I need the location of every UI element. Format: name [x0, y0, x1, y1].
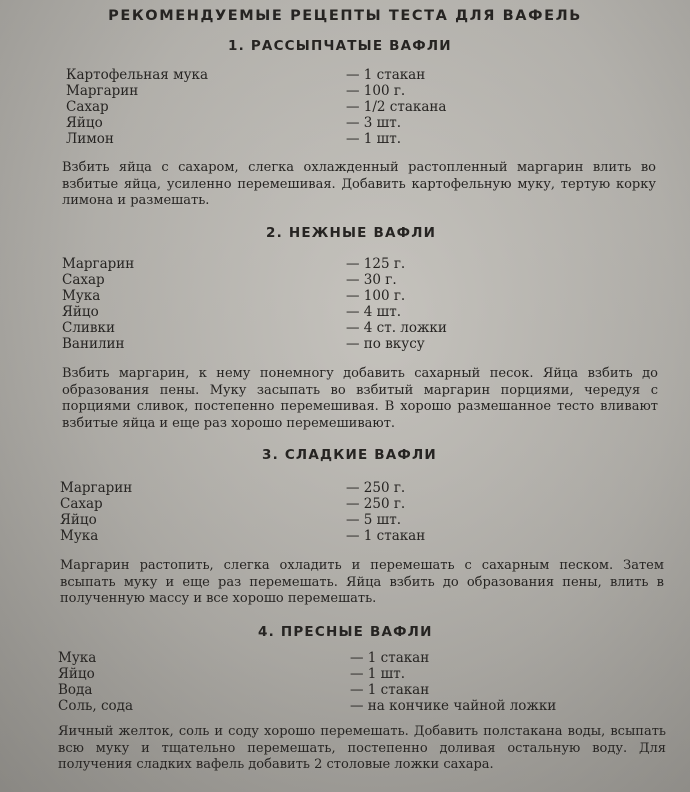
ingredient-amount: — 250 г.: [346, 496, 406, 512]
ingredient-name: Сахар: [62, 272, 105, 288]
ingredient-name: Маргарин: [62, 256, 135, 272]
ingredient-name: Сливки: [62, 320, 115, 336]
section-heading: 1. РАССЫПЧАТЫЕ ВАФЛИ: [228, 38, 452, 54]
ingredient-name: Мука: [60, 528, 99, 544]
ingredient-name: Яйцо: [66, 115, 103, 131]
ingredient-name: Мука: [58, 650, 97, 666]
ingredient-amount: — 250 г.: [346, 480, 406, 496]
ingredient-amount: — 100 г.: [346, 288, 406, 304]
ingredient-amount: — 1/2 стакана: [346, 99, 447, 115]
ingredient-name: Вода: [58, 682, 93, 698]
ingredient-amount: — 4 ст. ложки: [346, 320, 447, 336]
ingredient-name: Яйцо: [58, 666, 95, 682]
ingredient-row: [60, 528, 480, 544]
ingredient-amount: — 1 стакан: [346, 67, 426, 83]
ingredient-row: [66, 115, 486, 131]
ingredient-row: [60, 480, 480, 496]
ingredient-row: [66, 83, 486, 99]
section-heading: 3. СЛАДКИЕ ВАФЛИ: [262, 447, 437, 463]
ingredient-row: [66, 131, 486, 147]
ingredient-amount: — 4 шт.: [346, 304, 401, 320]
ingredient-row: [58, 698, 557, 714]
method-text: Маргарин растопить, слегка охладить и перемешать с сахарным песком. Затем всыпать муку и еще раз перемешать. Яйца взбить до образования пены, влить в полученную массу и все хорошо перемешать.: [60, 558, 664, 606]
ingredient-amount: — на кончике чайной ложки: [350, 698, 557, 714]
ingredient-row: [62, 256, 482, 272]
ingredient-amount: — 125 г.: [346, 256, 406, 272]
ingredient-amount: — 1 стакан: [350, 682, 430, 698]
ingredient-amount: — 1 шт.: [350, 666, 405, 682]
ingredient-row: [62, 288, 482, 304]
ingredient-name: Соль, сода: [58, 698, 134, 714]
ingredient-amount: — 1 шт.: [346, 131, 401, 147]
ingredient-row: [66, 67, 486, 83]
section-heading: 2. НЕЖНЫЕ ВАФЛИ: [266, 225, 437, 241]
section-heading: 4. ПРЕСНЫЕ ВАФЛИ: [258, 624, 433, 640]
ingredient-name: Лимон: [66, 131, 114, 147]
ingredient-row: [60, 496, 480, 512]
ingredient-row: [62, 272, 482, 288]
ingredient-row: [62, 304, 482, 320]
ingredient-name: Маргарин: [66, 83, 139, 99]
ingredient-amount: — 1 стакан: [346, 528, 426, 544]
ingredient-name: Сахар: [66, 99, 109, 115]
method-text: Взбить яйца с сахаром, слегка охлажденный растопленный маргарин влить во взбитые яйца, усиленно перемешивая. Добавить картофельную муку, тертую корку лимона и размешать.: [62, 160, 656, 208]
ingredient-row: [60, 512, 480, 528]
ingredient-name: Маргарин: [60, 480, 133, 496]
ingredient-row: [66, 99, 486, 115]
ingredient-row: [58, 682, 498, 698]
ingredient-amount: — 30 г.: [346, 272, 397, 288]
ingredient-name: Ванилин: [62, 336, 125, 352]
ingredient-amount: — 1 стакан: [350, 650, 430, 666]
ingredient-amount: — 5 шт.: [346, 512, 401, 528]
ingredient-name: Картофельная мука: [66, 67, 209, 83]
ingredient-name: Сахар: [60, 496, 103, 512]
method-text: Взбить маргарин, к нему понемногу добавить сахарный песок. Яйца взбить до образования пены. Муку засыпать во взбитый маргарин порциями, чередуя с порциями сливок, постепенно перемешивая. В хорошо размешанное тесто вливают взбитые яйца и еще раз хорошо перемешивают.: [62, 366, 658, 431]
method-text: Яичный желток, соль и соду хорошо перемешать. Добавить полстакана воды, всыпать всю муку и тщательно перемешать, постепенно доливая остальную воду. Для получения сладких вафель добавить 2 столовые ложки сахара.: [58, 724, 666, 772]
ingredient-amount: — 3 шт.: [346, 115, 401, 131]
ingredient-amount: — по вкусу: [346, 336, 425, 352]
ingredient-name: Яйцо: [62, 304, 99, 320]
ingredient-row: [62, 320, 482, 336]
ingredient-row: [58, 666, 498, 682]
ingredient-row: [58, 650, 498, 666]
page-title: РЕКОМЕНДУЕМЫЕ РЕЦЕПТЫ ТЕСТА ДЛЯ ВАФЕЛЬ: [108, 8, 582, 24]
ingredient-name: Мука: [62, 288, 101, 304]
ingredient-row: [62, 336, 482, 352]
ingredient-name: Яйцо: [60, 512, 97, 528]
ingredient-amount: — 100 г.: [346, 83, 406, 99]
